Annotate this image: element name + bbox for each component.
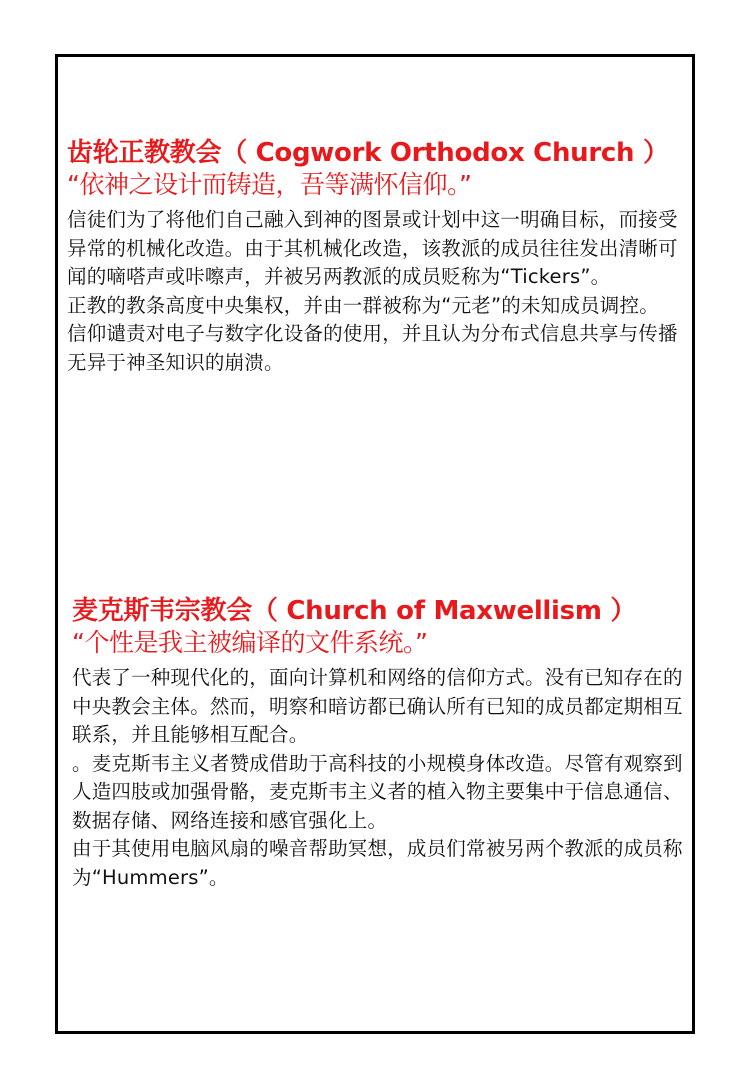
section-paragraph: 。麦克斯韦主义者赞成借助于高科技的小规模身体改造。尽管有观察到人造四肢或加强骨骼，麦克斯韦主义者的植入物主要集中于信息通信、数据存储、网络连接和感官强化上。 [72, 751, 683, 832]
section-heading: 麦克斯韦宗教会（ Church of Maxwellism ） [72, 596, 637, 626]
section-paragraph: 由于其使用电脑风扇的噪音帮助冥想，成员们常被另两个教派的成员称为“Hummers”。 [72, 837, 683, 889]
section-paragraph: 信仰谴责对电子与数字化设备的使用，并且认为分布式信息共享与传播无异于神圣知识的崩溃。 [67, 322, 678, 374]
section-maxwellism [72, 595, 694, 892]
section-heading: 齿轮正教教会（ Cogwork Orthodox Church ） [67, 138, 669, 168]
section-motto: “依神之设计而铸造，吾等满怀信仰。” [67, 170, 472, 199]
section-paragraph: 信徒们为了将他们自己融入到神的图景或计划中这一明确目标，而接受异常的机械化改造。由于其机械化改造，该教派的成员往往发出清晰可闻的嘀嗒声或咔嚓声，并被另两教派的成员贬称为“Tickers”。 [67, 208, 678, 288]
section-paragraph: 代表了一种现代化的，面向计算机和网络的信仰方式。没有已知存在的中央教会主体。然而，明察和暗访都已确认所有已知的成员都定期相互联系，并且能够相互配合。 [72, 666, 683, 746]
section-motto: “个性是我主被编译的文件系统。” [72, 628, 428, 657]
document-panel [55, 54, 695, 1034]
section-paragraph: 正教的教条高度中央集权，并由一群被称为“元老”的未知成员调控。 [67, 293, 659, 317]
section-cogwork-orthodox [67, 137, 692, 377]
